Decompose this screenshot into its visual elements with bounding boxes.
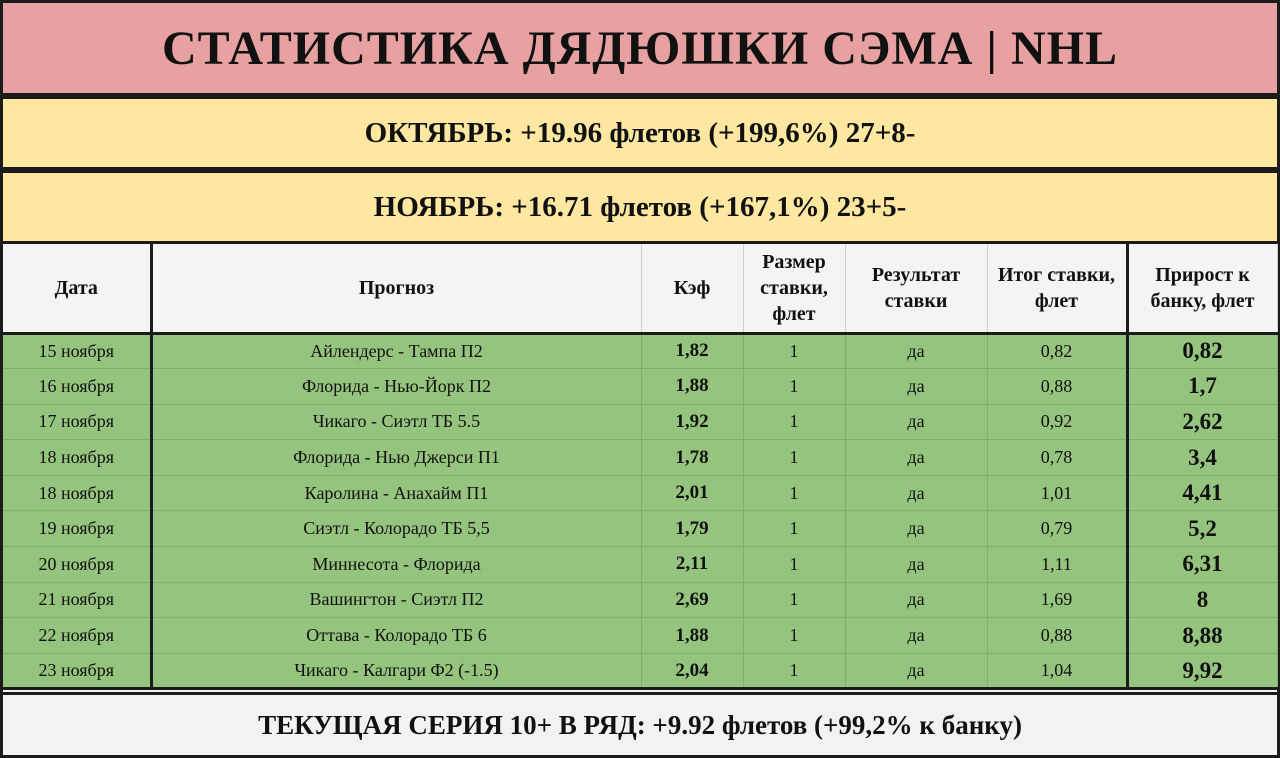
- header-result: Результат ставки: [845, 244, 987, 333]
- cell-prediction: Чикаго - Калгари Ф2 (-1.5): [151, 653, 641, 689]
- cell-odds: 2,04: [641, 653, 743, 689]
- cell-bank-gain: 5,2: [1127, 511, 1277, 547]
- current-streak-banner: [0, 692, 1280, 758]
- table-row: [3, 369, 1277, 405]
- cell-bet-total: 0,92: [987, 404, 1127, 440]
- cell-prediction: Флорида - Нью-Йорк П2: [151, 369, 641, 405]
- cell-date: 15 ноября: [3, 333, 151, 369]
- page-title: СТАТИСТИКА ДЯДЮШКИ СЭМА | NHL: [162, 21, 1118, 75]
- cell-result: да: [845, 440, 987, 476]
- cell-date: 19 ноября: [3, 511, 151, 547]
- cell-bank-gain: 8,88: [1127, 618, 1277, 654]
- header-odds: Кэф: [641, 244, 743, 333]
- cell-date: 17 ноября: [3, 404, 151, 440]
- title-banner: [0, 0, 1280, 96]
- cell-result: да: [845, 547, 987, 583]
- cell-bank-gain: 3,4: [1127, 440, 1277, 476]
- cell-stake-size: 1: [743, 440, 845, 476]
- cell-result: да: [845, 333, 987, 369]
- table-row: [3, 404, 1277, 440]
- cell-bank-gain: 2,62: [1127, 404, 1277, 440]
- cell-prediction: Вашингтон - Сиэтл П2: [151, 582, 641, 618]
- table-row: [3, 333, 1277, 369]
- bets-table: [3, 244, 1278, 690]
- cell-stake-size: 1: [743, 333, 845, 369]
- cell-odds: 1,88: [641, 618, 743, 654]
- cell-date: 16 ноября: [3, 369, 151, 405]
- table-row: [3, 618, 1277, 654]
- cell-prediction: Каролина - Анахайм П1: [151, 475, 641, 511]
- cell-bank-gain: 6,31: [1127, 547, 1277, 583]
- table-row: [3, 475, 1277, 511]
- cell-stake-size: 1: [743, 475, 845, 511]
- cell-prediction: Айлендерс - Тампа П2: [151, 333, 641, 369]
- cell-bank-gain: 0,82: [1127, 333, 1277, 369]
- cell-bet-total: 0,79: [987, 511, 1127, 547]
- cell-result: да: [845, 404, 987, 440]
- cell-odds: 1,88: [641, 369, 743, 405]
- table-row: [3, 547, 1277, 583]
- month-summary-october: [0, 96, 1280, 170]
- cell-prediction: Чикаго - Сиэтл ТБ 5.5: [151, 404, 641, 440]
- cell-stake-size: 1: [743, 511, 845, 547]
- cell-odds: 2,69: [641, 582, 743, 618]
- table-row: [3, 582, 1277, 618]
- cell-date: 18 ноября: [3, 440, 151, 476]
- bets-table-container: [0, 244, 1280, 694]
- cell-prediction: Оттава - Колорадо ТБ 6: [151, 618, 641, 654]
- cell-odds: 1,82: [641, 333, 743, 369]
- cell-odds: 2,01: [641, 475, 743, 511]
- cell-date: 20 ноября: [3, 547, 151, 583]
- header-bank-gain: Прирост к банку, флет: [1127, 244, 1277, 333]
- table-row: [3, 653, 1277, 689]
- cell-stake-size: 1: [743, 404, 845, 440]
- cell-bet-total: 1,11: [987, 547, 1127, 583]
- table-row: [3, 440, 1277, 476]
- cell-date: 21 ноября: [3, 582, 151, 618]
- cell-result: да: [845, 369, 987, 405]
- month-summary-november: [0, 170, 1280, 244]
- cell-result: да: [845, 511, 987, 547]
- cell-stake-size: 1: [743, 369, 845, 405]
- cell-prediction: Миннесота - Флорида: [151, 547, 641, 583]
- header-bet-total: Итог ставки, флет: [987, 244, 1127, 333]
- cell-bet-total: 1,04: [987, 653, 1127, 689]
- header-date: Дата: [3, 244, 151, 333]
- month-summary-text: ОКТЯБРЬ: +19.96 флетов (+199,6%) 27+8-: [364, 116, 916, 149]
- month-summary-text: НОЯБРЬ: +16.71 флетов (+167,1%) 23+5-: [373, 190, 907, 223]
- cell-stake-size: 1: [743, 582, 845, 618]
- cell-stake-size: 1: [743, 547, 845, 583]
- cell-date: 22 ноября: [3, 618, 151, 654]
- cell-bet-total: 1,69: [987, 582, 1127, 618]
- cell-date: 18 ноября: [3, 475, 151, 511]
- cell-prediction: Сиэтл - Колорадо ТБ 5,5: [151, 511, 641, 547]
- cell-bank-gain: 4,41: [1127, 475, 1277, 511]
- cell-result: да: [845, 582, 987, 618]
- cell-prediction: Флорида - Нью Джерси П1: [151, 440, 641, 476]
- cell-odds: 1,92: [641, 404, 743, 440]
- current-streak-text: ТЕКУЩАЯ СЕРИЯ 10+ В РЯД: +9.92 флетов (+99,2% к банку): [258, 709, 1022, 740]
- cell-bet-total: 0,88: [987, 618, 1127, 654]
- cell-bet-total: 0,88: [987, 369, 1127, 405]
- header-stake-size: Размер ставки, флет: [743, 244, 845, 333]
- cell-result: да: [845, 653, 987, 689]
- cell-result: да: [845, 475, 987, 511]
- table-row: [3, 511, 1277, 547]
- header-prediction: Прогноз: [151, 244, 641, 333]
- table-header-row: [3, 244, 1277, 333]
- cell-bank-gain: 8: [1127, 582, 1277, 618]
- cell-odds: 2,11: [641, 547, 743, 583]
- cell-date: 23 ноября: [3, 653, 151, 689]
- cell-stake-size: 1: [743, 653, 845, 689]
- cell-bank-gain: 9,92: [1127, 653, 1277, 689]
- cell-odds: 1,78: [641, 440, 743, 476]
- cell-bet-total: 0,78: [987, 440, 1127, 476]
- cell-bet-total: 1,01: [987, 475, 1127, 511]
- cell-bank-gain: 1,7: [1127, 369, 1277, 405]
- cell-result: да: [845, 618, 987, 654]
- cell-odds: 1,79: [641, 511, 743, 547]
- cell-stake-size: 1: [743, 618, 845, 654]
- cell-bet-total: 0,82: [987, 333, 1127, 369]
